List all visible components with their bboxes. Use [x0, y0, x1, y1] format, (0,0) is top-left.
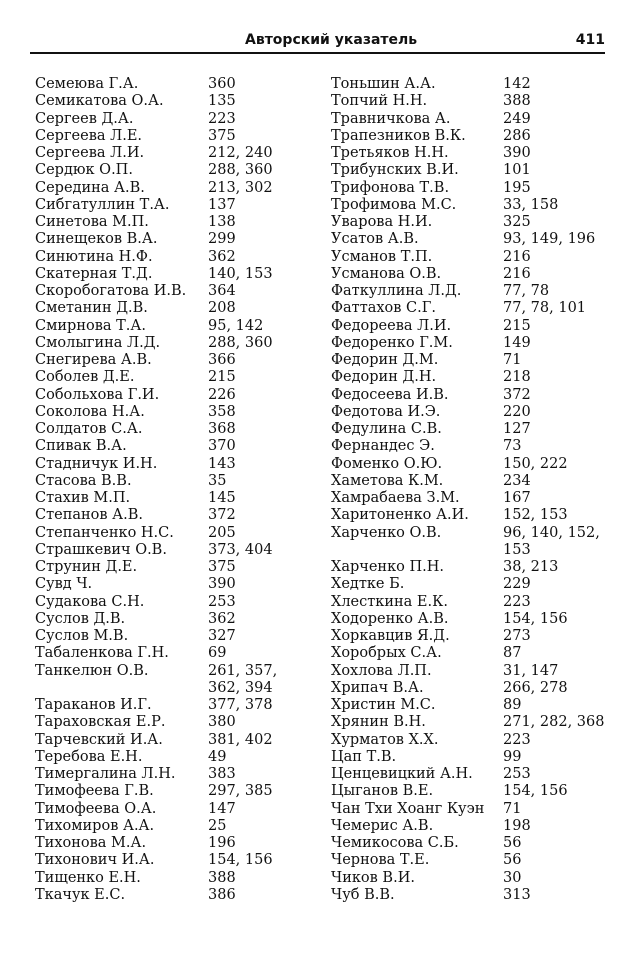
- page-references: 388: [208, 869, 236, 886]
- author-name: Усатов А.В.: [331, 231, 419, 248]
- author-name: Семеюва Г.А.: [35, 76, 139, 92]
- index-entry: [35, 732, 325, 749]
- index-entry: [35, 818, 325, 835]
- author-name: Степанов А.В.: [35, 507, 144, 524]
- index-entry: [35, 404, 325, 421]
- author-name: Федоренко Г.М.: [331, 334, 453, 351]
- author-name: Соболев Д.Е.: [35, 369, 135, 386]
- page-references: 101: [503, 162, 531, 179]
- page-references: 390: [503, 145, 531, 161]
- page-references: 313: [503, 886, 531, 903]
- page-references: 195: [503, 179, 531, 196]
- index-entry: [331, 473, 621, 490]
- author-name: Сердюк О.П.: [35, 162, 133, 179]
- author-name: Струнин Д.Е.: [35, 559, 138, 575]
- page-references: 149: [503, 334, 531, 351]
- author-name: Чемикосова С.Б.: [331, 835, 459, 851]
- page-references: 49: [208, 748, 227, 765]
- index-entry: [35, 887, 325, 904]
- index-column-left: [35, 76, 325, 904]
- index-entry: [35, 214, 325, 231]
- author-name: Судакова С.Н.: [35, 593, 145, 610]
- author-name: Хрипач В.А.: [331, 679, 424, 696]
- page-references: 223: [208, 110, 236, 127]
- index-entry: [331, 766, 621, 783]
- index-entry: [331, 870, 621, 887]
- author-name: Федотова И.Э.: [331, 403, 441, 420]
- index-entry: [35, 283, 325, 300]
- author-name: Ткачук Е.С.: [35, 886, 126, 903]
- page-references: 390: [208, 576, 236, 593]
- page-references: 205: [208, 524, 236, 541]
- page-references: 150, 222: [503, 455, 568, 472]
- page-references: 38, 213: [503, 559, 559, 575]
- page-references: 89: [503, 697, 522, 713]
- author-name: Фаттахов С.Г.: [331, 300, 436, 317]
- author-name: Трифонова Т.В.: [331, 179, 450, 196]
- author-name: Хаметова К.М.: [331, 472, 444, 489]
- index-entry: [331, 628, 621, 645]
- index-entry: [35, 628, 325, 645]
- index-entry: [35, 490, 325, 507]
- author-name: Ценцевицкий А.Н.: [331, 766, 473, 782]
- index-entry: [331, 801, 621, 818]
- page-references: 223: [503, 731, 531, 748]
- page-references: 286: [503, 127, 531, 144]
- author-name: Христин М.С.: [331, 697, 436, 713]
- author-name: Сергеева Л.И.: [35, 145, 145, 161]
- author-name: Харченко О.В.: [331, 524, 442, 541]
- page-references: 77, 78, 101: [503, 300, 587, 317]
- author-name: Тимергалина Л.Н.: [35, 766, 176, 782]
- author-name: Стасова В.В.: [35, 472, 132, 489]
- index-entry: [35, 335, 325, 352]
- page-references: 360: [208, 76, 236, 92]
- page-references: 147: [208, 800, 236, 817]
- page-references: 253: [503, 766, 531, 782]
- author-name: Усманова О.В.: [331, 265, 442, 282]
- page-references: 372: [208, 507, 236, 524]
- author-name: Федулина С.В.: [331, 421, 442, 437]
- index-entry: [35, 369, 325, 386]
- page-references: 271, 282, 368: [503, 714, 605, 731]
- page-references: 33, 158: [503, 196, 559, 213]
- page-references: 375: [208, 127, 236, 144]
- index-entry: [331, 421, 621, 438]
- author-name: Соколова Н.А.: [35, 403, 145, 420]
- page-references: 327: [208, 628, 236, 644]
- index-entry: [331, 404, 621, 421]
- author-name: Федосеева И.В.: [331, 386, 449, 403]
- page-references: 213, 302: [208, 179, 273, 196]
- author-name: Танкелюн О.В.: [35, 662, 149, 679]
- index-entry: [35, 473, 325, 490]
- page-references: 218: [503, 369, 531, 386]
- page-references: 127: [503, 421, 531, 437]
- index-entry: [331, 266, 621, 283]
- index-entry: [331, 318, 621, 335]
- author-name: Хурматов Х.Х.: [331, 731, 439, 748]
- author-name: Стахив М.П.: [35, 490, 131, 506]
- page-references: 142: [503, 76, 531, 92]
- author-name: Снегирева А.В.: [35, 352, 152, 368]
- index-entry: [35, 714, 325, 731]
- index-entry: [35, 456, 325, 473]
- page-references: 77, 78: [503, 283, 550, 299]
- author-name: Середина А.В.: [35, 179, 145, 196]
- page-references: 215: [208, 369, 236, 386]
- index-entry: [331, 645, 621, 662]
- author-name: Тараканов И.Г.: [35, 697, 152, 713]
- author-name: Скатерная Т.Д.: [35, 265, 153, 282]
- page-references: 362: [208, 248, 236, 265]
- author-name: Харитоненко А.И.: [331, 507, 469, 524]
- page-references: 30: [503, 869, 522, 886]
- page-references: 223: [503, 593, 531, 610]
- page-references: 216: [503, 265, 531, 282]
- author-name: Тимофеева Г.В.: [35, 783, 154, 800]
- author-name: Тимофеева О.А.: [35, 800, 157, 817]
- page-references: 220: [503, 403, 531, 420]
- author-name: Травничкова А.: [331, 110, 451, 127]
- author-name: Хрянин В.Н.: [331, 714, 426, 731]
- index-entry: [331, 162, 621, 179]
- index-entry: [331, 887, 621, 904]
- author-name: Чемерис А.В.: [331, 817, 434, 834]
- index-entry: [331, 576, 621, 593]
- index-entry: [331, 231, 621, 248]
- index-entry: [35, 576, 325, 593]
- index-entry: [331, 249, 621, 266]
- page-references: 71: [503, 352, 522, 368]
- page-references: 35: [208, 472, 227, 489]
- index-entry: [35, 111, 325, 128]
- index-entry: [331, 145, 621, 162]
- author-name: Синещеков В.А.: [35, 231, 158, 248]
- author-name: Сувд Ч.: [35, 576, 93, 593]
- author-name: Суслов Д.В.: [35, 610, 126, 627]
- index-entry: [35, 438, 325, 455]
- page-references: 31, 147: [503, 662, 559, 679]
- index-entry: [331, 352, 621, 369]
- page-references: 196: [208, 835, 236, 851]
- page-references: 325: [503, 214, 531, 230]
- page-references: 234: [503, 472, 531, 489]
- page-references: 154, 156: [503, 610, 568, 627]
- author-name: Тоньшин А.А.: [331, 76, 436, 92]
- author-name: Федорин Д.Н.: [331, 369, 437, 386]
- author-name: Третьяков Н.Н.: [331, 145, 449, 161]
- page-references: 56: [503, 852, 522, 869]
- index-entry: [331, 507, 621, 524]
- author-name: Страшкевич О.В.: [35, 541, 167, 558]
- index-entry: [35, 783, 325, 800]
- author-name: Тихонович И.А.: [35, 852, 155, 869]
- page-references: 140, 153: [208, 265, 273, 282]
- index-entry: [35, 162, 325, 179]
- index-entry: [35, 76, 325, 93]
- index-entry: [331, 490, 621, 507]
- author-name: Хедтке Б.: [331, 576, 405, 593]
- page-references: 253: [208, 593, 236, 610]
- author-name: Тарчевский И.А.: [35, 731, 163, 748]
- index-entry: [331, 180, 621, 197]
- author-name: Тихомиров А.А.: [35, 817, 155, 834]
- author-name: Чан Тхи Хоанг Куэн: [331, 800, 485, 817]
- page-references: 87: [503, 645, 522, 662]
- index-entry: [331, 438, 621, 455]
- page-references: 198: [503, 817, 531, 834]
- index-entry: [35, 180, 325, 197]
- author-name: Хлесткина Е.К.: [331, 593, 448, 610]
- page-references: 93, 149, 196: [503, 231, 596, 248]
- page-references: 288, 360: [208, 334, 273, 351]
- page-number: 411: [575, 32, 605, 48]
- author-name: Тищенко Е.Н.: [35, 869, 141, 886]
- page-references: 381, 402: [208, 731, 273, 748]
- index-entry: [331, 525, 621, 560]
- page-references: 135: [208, 93, 236, 110]
- page-references: 366: [208, 352, 236, 368]
- index-entry: [331, 335, 621, 352]
- author-name: Семикатова О.А.: [35, 93, 164, 110]
- index-entry: [35, 525, 325, 542]
- running-header: [30, 28, 605, 54]
- index-entry: [331, 680, 621, 697]
- index-entry: [331, 111, 621, 128]
- page-references: 266, 278: [503, 679, 568, 696]
- index-entry: [35, 128, 325, 145]
- author-name: Хамрабаева З.М.: [331, 490, 460, 506]
- page-references: 261, 357, 362, 394: [208, 662, 278, 696]
- page-references: 229: [503, 576, 531, 593]
- index-entry: [35, 421, 325, 438]
- index-entry: [331, 128, 621, 145]
- index-entry: [331, 714, 621, 731]
- index-entry: [35, 231, 325, 248]
- author-name: Стадничук И.Н.: [35, 455, 158, 472]
- author-name: Солдатов С.А.: [35, 421, 143, 437]
- page-references: 212, 240: [208, 145, 273, 161]
- author-name: Тихонова М.А.: [35, 835, 147, 851]
- page-references: 375: [208, 559, 236, 575]
- index-entry: [35, 766, 325, 783]
- author-name: Чуб В.В.: [331, 886, 395, 903]
- author-name: Цыганов В.Е.: [331, 783, 434, 800]
- index-entry: [35, 835, 325, 852]
- author-name: Синетова М.П.: [35, 214, 149, 230]
- author-name: Хохлова Л.П.: [331, 662, 432, 679]
- section-title: Авторский указатель: [245, 32, 418, 48]
- author-name: Федореева Л.И.: [331, 317, 452, 334]
- author-name: Фаткуллина Л.Д.: [331, 283, 462, 299]
- index-column-right: [331, 76, 621, 904]
- index-entry: [331, 559, 621, 576]
- index-entry: [331, 818, 621, 835]
- index-entry: [35, 249, 325, 266]
- author-name: Сибгатуллин Т.А.: [35, 196, 170, 213]
- author-name: Сергеев Д.А.: [35, 110, 134, 127]
- page-references: 154, 156: [208, 852, 273, 869]
- page-references: 388: [503, 93, 531, 110]
- page-references: 154, 156: [503, 783, 568, 800]
- index-entry: [35, 145, 325, 162]
- page-references: 152, 153: [503, 507, 568, 524]
- index-entry: [35, 387, 325, 404]
- index-entry: [331, 852, 621, 869]
- page-references: 145: [208, 490, 236, 506]
- index-entry: [331, 611, 621, 628]
- author-name: Хоркавцив Я.Д.: [331, 628, 450, 644]
- page-references: 138: [208, 214, 236, 230]
- page-references: 71: [503, 800, 522, 817]
- index-entry: [35, 852, 325, 869]
- page-references: 137: [208, 196, 236, 213]
- index-entry: [35, 197, 325, 214]
- author-name: Теребова Е.Н.: [35, 748, 143, 765]
- author-name: Трапезников В.К.: [331, 127, 466, 144]
- index-entry: [35, 663, 325, 698]
- page-references: 216: [503, 248, 531, 265]
- page-references: 167: [503, 490, 531, 506]
- author-name: Степанченко Н.С.: [35, 524, 174, 541]
- index-entry: [35, 300, 325, 317]
- index-entry: [331, 369, 621, 386]
- page-references: 370: [208, 438, 236, 455]
- index-entry: [331, 93, 621, 110]
- author-name: Харченко П.Н.: [331, 559, 444, 575]
- author-name: Уварова Н.И.: [331, 214, 433, 230]
- index-entry: [35, 594, 325, 611]
- author-name: Синютина Н.Ф.: [35, 248, 153, 265]
- author-name: Смирнова Т.А.: [35, 317, 147, 334]
- page-references: 373, 404: [208, 541, 273, 558]
- index-entry: [331, 697, 621, 714]
- page-references: 386: [208, 886, 236, 903]
- index-entry: [35, 352, 325, 369]
- index-entry: [331, 783, 621, 800]
- index-entry: [331, 387, 621, 404]
- author-name: Трофимова М.С.: [331, 196, 457, 213]
- author-name: Чернова Т.Е.: [331, 852, 430, 869]
- index-entry: [35, 93, 325, 110]
- author-name: Топчий Н.Н.: [331, 93, 428, 110]
- page-references: 299: [208, 231, 236, 248]
- author-name: Фоменко О.Ю.: [331, 455, 443, 472]
- index-entry: [35, 749, 325, 766]
- index-entry: [331, 214, 621, 231]
- page-references: 73: [503, 438, 522, 455]
- author-name: Ходоренко А.В.: [331, 610, 449, 627]
- page-references: 96, 140, 152, 153: [503, 524, 600, 558]
- page-references: 362: [208, 610, 236, 627]
- index-entry: [35, 801, 325, 818]
- page-references: 226: [208, 386, 236, 403]
- index-entry: [331, 283, 621, 300]
- index-entry: [331, 76, 621, 93]
- page-references: 56: [503, 835, 522, 851]
- author-name: Скоробогатова И.В.: [35, 283, 187, 299]
- page-references: 69: [208, 645, 227, 662]
- index-entry: [35, 266, 325, 283]
- author-name: Сметанин Д.В.: [35, 300, 148, 317]
- author-name: Фернандес Э.: [331, 438, 435, 455]
- author-name: Федорин Д.М.: [331, 352, 439, 368]
- author-name: Спивак В.А.: [35, 438, 127, 455]
- page-references: 364: [208, 283, 236, 299]
- page-references: 95, 142: [208, 317, 264, 334]
- index-entry: [35, 559, 325, 576]
- author-name: Чиков В.И.: [331, 869, 415, 886]
- index-entry: [331, 300, 621, 317]
- index-entry: [35, 611, 325, 628]
- index-entry: [331, 835, 621, 852]
- index-entry: [331, 197, 621, 214]
- page-references: 215: [503, 317, 531, 334]
- author-name: Тараховская Е.Р.: [35, 714, 166, 731]
- page-references: 99: [503, 748, 522, 765]
- page-references: 249: [503, 110, 531, 127]
- author-name: Цап Т.В.: [331, 748, 397, 765]
- index-entry: [331, 749, 621, 766]
- author-name: Собольхова Г.И.: [35, 386, 160, 403]
- page-references: 377, 378: [208, 697, 273, 713]
- author-name: Сергеева Л.Е.: [35, 127, 143, 144]
- index-entry: [331, 663, 621, 680]
- index-entry: [331, 732, 621, 749]
- page-references: 273: [503, 628, 531, 644]
- author-name: Трибунских В.И.: [331, 162, 459, 179]
- page-references: 358: [208, 403, 236, 420]
- author-name: Смолыгина Л.Д.: [35, 334, 161, 351]
- page-references: 143: [208, 455, 236, 472]
- page-references: 25: [208, 817, 227, 834]
- index-entry: [35, 870, 325, 887]
- page-references: 288, 360: [208, 162, 273, 179]
- author-name: Суслов М.В.: [35, 628, 129, 644]
- index-entry: [35, 697, 325, 714]
- author-name: Усманов Т.П.: [331, 248, 433, 265]
- page-references: 368: [208, 421, 236, 437]
- index-entry: [35, 507, 325, 524]
- index-entry: [35, 318, 325, 335]
- author-name: Хоробрых С.А.: [331, 645, 442, 662]
- index-entry: [35, 542, 325, 559]
- index-entry: [35, 645, 325, 662]
- page-references: 383: [208, 766, 236, 782]
- page-references: 297, 385: [208, 783, 273, 800]
- page-references: 208: [208, 300, 236, 317]
- index-entry: [331, 594, 621, 611]
- author-name: Табаленкова Г.Н.: [35, 645, 169, 662]
- page-references: 372: [503, 386, 531, 403]
- index-entry: [331, 456, 621, 473]
- header-rule: [30, 52, 605, 54]
- page-references: 380: [208, 714, 236, 731]
